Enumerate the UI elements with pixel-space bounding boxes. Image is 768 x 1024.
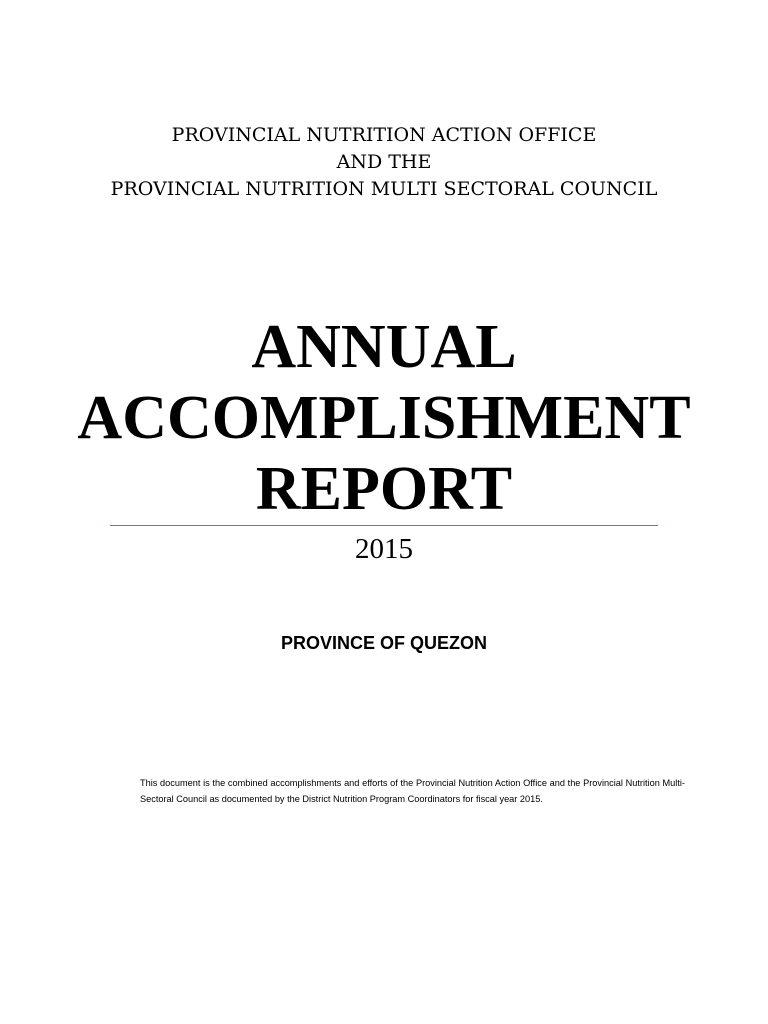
header-line-office: PROVINCIAL NUTRITION ACTION OFFICE bbox=[171, 124, 597, 146]
organization-header bbox=[0, 122, 768, 203]
title-divider bbox=[110, 525, 658, 526]
title-line-report: REPORT bbox=[255, 455, 513, 523]
report-title bbox=[0, 312, 768, 525]
header-line-and: AND THE bbox=[336, 151, 432, 173]
title-line-annual: ANNUAL bbox=[251, 313, 517, 381]
header-line-council: PROVINCIAL NUTRITION MULTI SECTORAL COUNCIL bbox=[110, 178, 658, 200]
document-description: This document is the combined accomplishments and efforts of the Provincial Nutrition Action Office and the Provincial Nutrition Multi-Sectoral Council as documented by the District Nutrition Program Coordinators for fiscal year 2015. bbox=[140, 778, 685, 804]
province-name: PROVINCE OF QUEZON bbox=[280, 633, 487, 653]
report-year: 2015 bbox=[355, 533, 413, 565]
title-line-accomplishment: ACCOMPLISHMENT bbox=[77, 384, 691, 452]
